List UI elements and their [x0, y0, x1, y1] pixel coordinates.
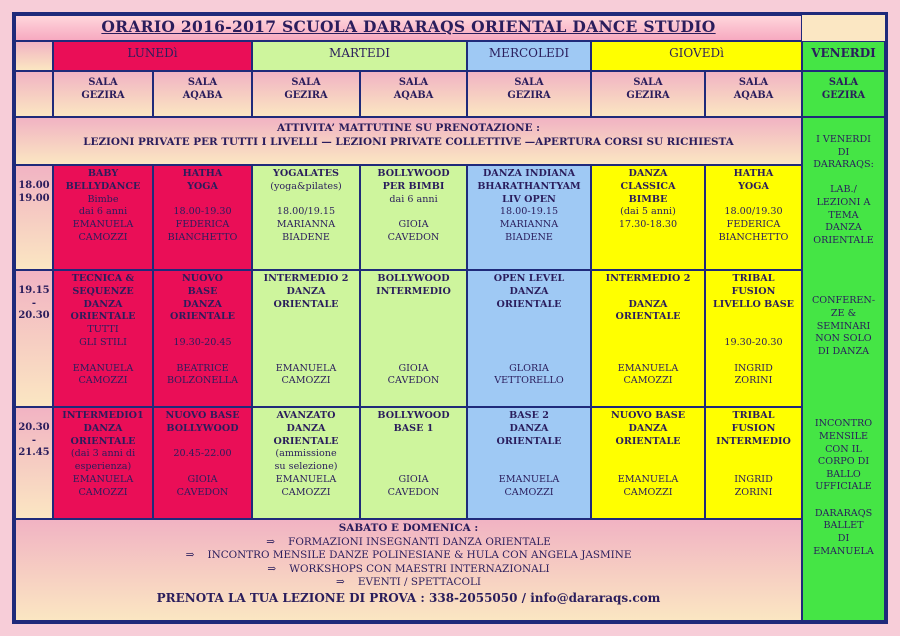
text-line [592, 286, 704, 299]
time-cell [15, 165, 53, 270]
class-slot [53, 407, 153, 519]
friday-block-3 [803, 418, 884, 508]
class-text [468, 168, 590, 245]
text-line: DANZA [509, 285, 549, 297]
text-line: NUOVO [182, 273, 223, 284]
class-text [154, 168, 251, 245]
text-line: INTERMEDIO 2 [605, 273, 691, 284]
text-line [592, 350, 704, 363]
room-label [803, 76, 884, 102]
friday-block-2 [803, 295, 884, 418]
text-line: AQABA [182, 90, 223, 101]
class-text [54, 410, 152, 500]
text-line [592, 324, 704, 337]
text-line: FEDERICA [726, 219, 781, 231]
text-line: 19.00 [18, 192, 50, 204]
text-line: SALA [828, 77, 859, 88]
class-slot [591, 407, 705, 519]
text-line: SALA [291, 77, 321, 88]
morning-activities [15, 117, 802, 165]
class-text [361, 410, 466, 500]
room-cell [802, 71, 885, 117]
text-line: GIOIA [187, 473, 218, 485]
room-cell [153, 71, 252, 117]
friday-text: LEZIONI A [816, 196, 871, 208]
class-slot [53, 270, 153, 407]
text-line [706, 448, 801, 461]
room-corner [15, 71, 53, 117]
text-line [54, 350, 152, 363]
text-line: MARIANNA [499, 219, 559, 231]
text-line: SALA [514, 77, 544, 88]
class-slot [591, 270, 705, 407]
text-line: YOGALATES [273, 168, 339, 179]
friday-text: CON IL [825, 443, 862, 455]
friday-text: EMANUELA [813, 545, 874, 557]
text-line [361, 324, 466, 337]
class-slot [360, 407, 467, 519]
text-line: BASE 1 [393, 422, 434, 434]
friday-text: DI [837, 146, 850, 158]
text-line: SALA [738, 77, 769, 88]
room-cell [467, 71, 591, 117]
text-line: SALA [633, 77, 663, 88]
text-line [592, 448, 704, 461]
text-line: MARIANNA [276, 219, 336, 231]
room-label [54, 76, 152, 102]
friday-column [802, 117, 885, 621]
class-slot [53, 165, 153, 270]
class-text [253, 410, 359, 500]
text-line: BEATRICE [176, 362, 229, 374]
text-line: DANZA [286, 422, 326, 434]
class-text [706, 410, 801, 500]
text-line [253, 337, 359, 350]
text-line: CAVEDON [387, 486, 440, 498]
text-line: CAMOZZI [78, 375, 128, 387]
text-line: (dai 3 anni di [70, 448, 136, 460]
text-line: SALA [398, 77, 429, 88]
text-line: EMANUELA [72, 219, 134, 231]
text-line: DANZA [286, 285, 326, 297]
arrow-icon: ⇒ [336, 576, 345, 589]
text-line: BASE [187, 285, 218, 297]
class-slot [705, 165, 802, 270]
text-line: ORIENTALE [273, 298, 339, 310]
text-line: CAMOZZI [623, 486, 673, 498]
text-line [361, 206, 466, 219]
room-label [592, 76, 704, 102]
text-line: dai 6 anni [389, 193, 438, 205]
time-label [16, 285, 52, 323]
text-line: EMANUELA [275, 362, 337, 374]
text-line: DANZA [183, 298, 222, 310]
class-slot [153, 270, 252, 407]
class-text [154, 410, 251, 500]
class-text [253, 168, 359, 245]
text-line: 18.00/19.15 [276, 206, 336, 218]
text-line: BASE 2 [509, 410, 549, 421]
text-line: EMANUELA [72, 473, 134, 485]
friday-text: UFFICIALE [815, 481, 872, 493]
class-text [706, 168, 801, 245]
weekend-item-label: INCONTRO MENSILE DANZE POLINESIANE & HULA CON ANGELA JASMINE [194, 549, 632, 562]
class-text [154, 273, 251, 388]
weekend-section [15, 519, 802, 621]
text-line: CLASSICA [620, 180, 676, 192]
text-line: GLI STILI [79, 336, 127, 348]
friday-text: INCONTRO [814, 418, 873, 430]
text-line: BHARATHANTYAM [477, 180, 581, 192]
friday-text: DI DANZA [817, 345, 870, 357]
text-line [361, 436, 466, 449]
text-line: 19.30-20.30 [724, 336, 783, 348]
text-line [592, 461, 704, 474]
text-line: PER BIMBI [382, 180, 445, 192]
text-line: BOLLYWOOD [377, 410, 450, 421]
text-line: DANZA [628, 422, 668, 434]
day-friday: VENERDI [802, 41, 885, 71]
text-line: FEDERICA [175, 219, 230, 231]
text-line [253, 324, 359, 337]
text-line: VETTORELLO [494, 375, 564, 387]
weekend-item-label: WORKSHOPS CON MAESTRI INTERNAZIONALI [276, 562, 550, 575]
text-line: CAMOZZI [78, 231, 128, 243]
text-line: AVANZATO [276, 410, 336, 421]
text-line: EMANUELA [72, 362, 134, 374]
friday-text: LAB./ [830, 184, 857, 196]
text-line: ORIENTALE [70, 435, 136, 447]
text-line [706, 324, 801, 337]
text-line [361, 448, 466, 461]
time-cell [15, 407, 53, 519]
text-line: GEZIRA [626, 90, 670, 101]
text-line: GEZIRA [821, 90, 866, 101]
page-title: ORARIO 2016-2017 SCUOLA DARARAQS ORIENTAL DANCE STUDIO [15, 15, 802, 41]
text-line [154, 436, 251, 449]
text-line: DANZA [83, 422, 123, 434]
class-slot [153, 165, 252, 270]
friday-text: NON SOLO [815, 333, 872, 345]
text-line: FUSION [731, 422, 776, 434]
text-line [706, 311, 801, 324]
weekend-item [16, 536, 801, 550]
text-line: INTERMEDIO 2 [263, 273, 349, 284]
text-line: OPEN LEVEL [493, 273, 565, 284]
text-line: INTERMEDIO [376, 285, 451, 297]
class-text [361, 273, 466, 388]
class-text [592, 168, 704, 232]
class-slot [467, 270, 591, 407]
text-line: su selezione) [274, 461, 338, 473]
text-line: GEZIRA [284, 90, 328, 101]
text-line [361, 299, 466, 312]
room-label [706, 76, 801, 102]
friday-text: DANZA [825, 222, 862, 234]
text-line: GIOIA [398, 219, 429, 231]
friday-text: DARARAQS [814, 507, 873, 519]
text-line: CAVEDON [387, 375, 440, 387]
text-line: TECNICA & [71, 273, 135, 284]
class-slot [591, 165, 705, 270]
day-monday: LUNEDì [53, 41, 252, 71]
text-line: 20.30 [18, 422, 50, 433]
text-line [154, 324, 251, 337]
text-line: ORIENTALE [615, 311, 681, 323]
text-line: (dai 5 anni) [620, 206, 676, 218]
class-text [468, 410, 590, 500]
weekend-heading: SABATO E DOMENICA : [338, 522, 479, 534]
text-line: CAMOZZI [623, 375, 673, 387]
text-line: AQABA [393, 90, 434, 101]
arrow-icon: ⇒ [266, 535, 275, 548]
text-line: INTERMEDIO [716, 435, 791, 447]
room-label [154, 76, 251, 102]
text-line: DANZA [628, 298, 668, 310]
arrow-icon: ⇒ [267, 562, 277, 575]
class-slot [252, 165, 360, 270]
text-line [154, 194, 251, 207]
text-line: BOLLYWOOD [166, 422, 239, 434]
text-line: TRIBAL [732, 273, 775, 284]
friday-block-4 [803, 508, 884, 558]
weekend-item-label: FORMAZIONI INSEGNANTI DANZA ORIENTALE [274, 535, 551, 548]
weekend-item [16, 576, 801, 590]
text-line: 19.30-20.45 [173, 336, 232, 348]
room-cell [705, 71, 802, 117]
text-line: - [31, 297, 37, 309]
friday-text [803, 172, 884, 185]
room-label [361, 76, 466, 102]
text-line: CAVEDON [387, 231, 440, 243]
text-line: EMANUELA [617, 362, 679, 374]
friday-text: DI [837, 533, 850, 545]
text-line: 20.30 [18, 310, 50, 321]
text-line: 21.45 [18, 447, 50, 458]
class-slot [252, 407, 360, 519]
text-line: GEZIRA [507, 90, 551, 101]
text-line: DANZA [83, 298, 123, 310]
text-line [361, 350, 466, 363]
text-line: BIANCHETTO [167, 231, 238, 243]
friday-block-1 [803, 122, 884, 295]
class-text [253, 273, 359, 388]
class-text [468, 273, 590, 388]
text-line: GLORIA [509, 362, 549, 374]
text-line: AQABA [733, 90, 774, 101]
text-line: HATHA [733, 168, 774, 179]
day-thursday: GIOVEDì [591, 41, 802, 71]
room-label [253, 76, 359, 102]
room-cell [591, 71, 705, 117]
text-line [253, 350, 359, 363]
text-line [154, 350, 251, 363]
room-cell [360, 71, 467, 117]
text-line [468, 448, 590, 461]
class-slot [705, 270, 802, 407]
text-line: ORIENTALE [496, 298, 562, 310]
text-line [468, 324, 590, 337]
friday-text: BALLO [826, 468, 861, 480]
text-line: GIOIA [398, 362, 429, 374]
class-text [54, 273, 152, 388]
weekend-item [16, 563, 801, 577]
text-line: ZORINI [734, 486, 773, 498]
contact-line: PRENOTA LA TUA LEZIONE DI PROVA : 338-2055050 / info@dararaqs.com [156, 590, 661, 605]
room-cell [53, 71, 153, 117]
text-line: ORIENTALE [169, 311, 235, 323]
class-text [54, 168, 152, 245]
class-text [706, 273, 801, 388]
time-cell [15, 270, 53, 407]
text-line: HATHA [182, 168, 223, 179]
text-line [468, 337, 590, 350]
text-line: dai 6 anni [78, 206, 128, 218]
day-wednesday: MERCOLEDI [467, 41, 591, 71]
schedule-sheet [12, 12, 888, 624]
text-line [706, 194, 801, 207]
text-line: NUOVO BASE [610, 410, 686, 421]
text-line: 18.00/19.30 [724, 206, 783, 218]
text-line: 18.00 [18, 180, 50, 191]
text-line: LIV OPEN [502, 193, 556, 205]
text-line: (ammissione [275, 448, 337, 460]
text-line: NUOVO BASE [165, 410, 240, 421]
text-line: DANZA [628, 168, 668, 179]
text-line: SALA [88, 77, 118, 88]
text-line: DANZA [509, 422, 549, 434]
class-text [592, 410, 704, 500]
text-line: - [31, 434, 37, 446]
text-line [706, 461, 801, 474]
text-line [706, 350, 801, 363]
text-line: BIADENE [505, 231, 553, 243]
time-label [16, 422, 52, 460]
text-line: SALA [187, 77, 218, 88]
weekend-item [16, 549, 801, 563]
text-line: FUSION [731, 285, 776, 297]
class-text [592, 273, 704, 388]
text-line: BOLLYWOOD [377, 273, 450, 284]
friday-text: BALLET [823, 520, 864, 532]
text-line [253, 194, 359, 207]
text-line [592, 337, 704, 350]
friday-text: CORPO DI [817, 456, 870, 468]
class-slot [360, 165, 467, 270]
friday-text: DARARAQS: [813, 159, 874, 171]
class-slot [705, 407, 802, 519]
friday-text: ORIENTALE [813, 234, 874, 246]
text-line [468, 350, 590, 363]
text-line: SEQUENZE [72, 285, 134, 297]
text-line: ORIENTALE [273, 435, 339, 447]
text-line: 18.00-19.15 [499, 206, 559, 218]
friday-text: ZE & [830, 307, 857, 319]
text-line: EMANUELA [617, 473, 679, 485]
text-line: BELLYDANCE [65, 180, 141, 192]
text-line [361, 461, 466, 474]
text-line: BIMBE [628, 193, 668, 205]
text-line: TUTTI [87, 324, 119, 336]
text-line: 20.45-22.00 [173, 448, 232, 460]
day-tuesday: MARTEDI [252, 41, 467, 71]
class-slot [467, 407, 591, 519]
weekend-item-label: EVENTI / SPETTACOLI [344, 576, 481, 589]
text-line: 17.30-18.30 [618, 219, 678, 231]
text-line: ORIENTALE [496, 435, 562, 447]
text-line: GEZIRA [81, 90, 125, 101]
text-line [253, 311, 359, 324]
corner-cell [15, 41, 53, 71]
text-line: BOLZONELLA [166, 375, 239, 387]
text-line: TRIBAL [732, 410, 775, 421]
text-line: Bimbe [87, 193, 119, 205]
text-line: BIADENE [282, 231, 330, 243]
text-line [154, 461, 251, 474]
text-line: 19.15 [18, 285, 50, 296]
time-label [16, 180, 52, 205]
text-line: GIOIA [398, 473, 429, 485]
arrow-icon: ⇒ [185, 549, 195, 562]
class-slot [153, 407, 252, 519]
text-line: DANZA INDIANA [482, 168, 576, 179]
friday-text: MENSILE [819, 430, 868, 442]
friday-text: TEMA [828, 209, 859, 221]
class-slot [360, 270, 467, 407]
text-line [361, 337, 466, 350]
text-line: BABY [87, 168, 119, 179]
text-line [361, 311, 466, 324]
class-slot [252, 270, 360, 407]
text-line: 18.00-19.30 [173, 206, 232, 218]
text-line: ZORINI [734, 375, 773, 387]
text-line [468, 461, 590, 474]
text-line: EMANUELA [498, 473, 560, 485]
text-line: BOLLYWOOD [377, 168, 450, 179]
friday-text: I VENERDI [816, 134, 871, 145]
text-line: esperienza) [74, 461, 132, 473]
text-line: EMANUELA [275, 473, 337, 485]
text-line: INGRID [734, 362, 773, 374]
text-line: CAMOZZI [281, 375, 331, 387]
text-line: ORIENTALE [615, 435, 681, 447]
text-line: CAMOZZI [78, 486, 128, 498]
text-line: CAVEDON [176, 486, 229, 498]
friday-text: SEMINARI [816, 320, 871, 332]
text-line: CAMOZZI [504, 486, 554, 498]
friday-text: CONFEREN- [811, 295, 876, 307]
morning-line-2: LEZIONI PRIVATE PER TUTTI I LIVELLI — LEZIONI PRIVATE COLLETTIVE —APERTURA CORSI SU RICHIESTA [83, 136, 734, 148]
text-line: YOGA [738, 180, 769, 192]
room-cell [252, 71, 360, 117]
text-line: YOGA [187, 180, 218, 192]
class-text [361, 168, 466, 245]
text-line: LIVELLO BASE [713, 298, 794, 310]
text-line: INGRID [734, 473, 773, 485]
morning-line-1: ATTIVITA’ MATTUTINE SU PRENOTAZIONE : [276, 122, 541, 134]
text-line: INTERMEDIO1 [62, 410, 144, 421]
text-line: ORIENTALE [70, 311, 136, 323]
text-line: (yoga&pilates) [270, 180, 342, 192]
room-label [468, 76, 590, 102]
text-line: BIANCHETTO [718, 231, 789, 243]
class-slot [467, 165, 591, 270]
text-line [468, 311, 590, 324]
text-line: CAMOZZI [281, 486, 331, 498]
